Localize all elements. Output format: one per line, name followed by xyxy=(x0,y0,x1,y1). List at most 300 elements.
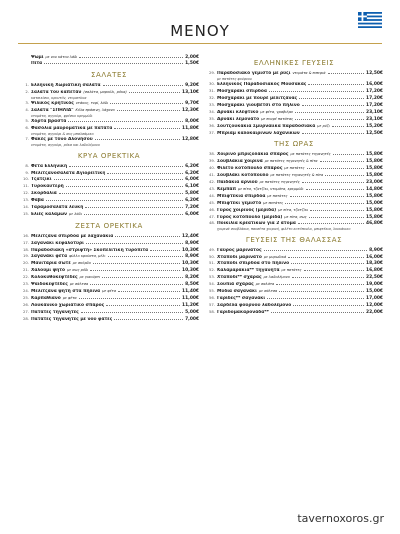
item-name-text: Γαριδομακαρονάδα** xyxy=(217,309,269,315)
menu-item xyxy=(205,295,383,302)
item-name-text: Παραδοσιακή «στριφτή» Σκοπελίτικη τυρόπιτα xyxy=(31,247,149,253)
menu-item xyxy=(19,309,199,316)
item-number: 22. xyxy=(22,274,29,280)
item-name-text: Σουτζουκάκια Σμυρναίικα παραδοσιακά xyxy=(217,123,316,129)
item-name-text: Ποικιλία κρεατικών για 2 άτομα xyxy=(217,221,296,227)
menu-item xyxy=(19,176,199,183)
item-name xyxy=(217,131,300,137)
item-name-text: Ταραμοσαλάτα λευκή xyxy=(31,205,84,211)
item-number: 16. xyxy=(22,232,29,238)
item-name xyxy=(31,212,82,218)
item-number: 14. xyxy=(22,204,29,210)
item-name xyxy=(31,289,116,295)
item-name-text: Ελιές καλαμών xyxy=(31,211,68,217)
menu-item xyxy=(205,158,383,165)
leader-dots xyxy=(102,277,183,278)
item-number: 28. xyxy=(22,315,29,321)
item-number: 48. xyxy=(208,220,215,226)
item-number: 55. xyxy=(208,288,215,294)
menu-item xyxy=(19,197,199,204)
leader-dots xyxy=(264,250,368,251)
leader-dots xyxy=(118,291,180,292)
title-underline xyxy=(18,43,382,44)
item-number: 11. xyxy=(22,183,29,189)
item-number: 39. xyxy=(208,158,215,164)
item-number: 12. xyxy=(22,190,29,196)
menu-item xyxy=(19,82,199,89)
item-number: 25. xyxy=(22,294,29,300)
item-number: 7. xyxy=(25,136,29,142)
leader-dots xyxy=(59,193,183,194)
item-number: 34. xyxy=(208,108,215,114)
leader-dots xyxy=(307,168,365,169)
menu-item xyxy=(19,61,199,67)
item-name-text: Σαρδέλα φούρνου λαδολέμονο xyxy=(217,302,292,308)
item-name-text: Σουπιά σχάρας xyxy=(217,282,254,288)
item-description: με πίτα, τζατζίκι xyxy=(278,207,309,212)
item-price: 12,80€ xyxy=(182,137,199,143)
item-price: 23,10€ xyxy=(366,116,383,122)
item-price: 6,00€ xyxy=(185,211,199,217)
item-description: με νου κάτου λάδι xyxy=(45,55,78,59)
item-name xyxy=(217,71,326,77)
item-name-text: Χόρτα βραστά xyxy=(31,119,67,125)
item-number: 26. xyxy=(22,301,29,307)
item-name-text: Γαρίδες** σαγανάκι xyxy=(217,296,266,301)
item-name xyxy=(31,83,101,89)
item-name xyxy=(31,261,91,267)
leader-dots xyxy=(79,298,180,299)
leader-dots xyxy=(295,119,364,120)
leader-dots xyxy=(66,186,183,187)
item-description: με λάδι xyxy=(69,211,82,216)
menu-item xyxy=(205,130,383,137)
item-number: 49. xyxy=(208,246,215,252)
item-name xyxy=(217,117,293,123)
item-name xyxy=(217,261,289,267)
menu-item xyxy=(19,288,199,295)
item-description: με φέτα xyxy=(62,295,77,300)
menu-item xyxy=(205,165,383,172)
item-name xyxy=(217,268,302,274)
menu-item xyxy=(19,233,199,240)
item-name-text: Καρπαθιανό xyxy=(31,295,61,301)
menu-item xyxy=(19,247,199,254)
item-name xyxy=(217,289,277,295)
item-name-text: Μοσχαράκι σπιρδόα xyxy=(217,89,267,95)
item-price: 10,30€ xyxy=(182,268,199,274)
item-name-text: Σκορδαλιά xyxy=(31,191,57,197)
item-price: 8,90€ xyxy=(185,240,199,246)
item-number: 10. xyxy=(22,176,29,182)
item-name xyxy=(217,110,293,116)
leader-dots xyxy=(279,291,364,292)
leader-dots xyxy=(276,284,364,285)
item-number: 13. xyxy=(22,197,29,203)
item-name xyxy=(31,108,115,114)
item-number: 2. xyxy=(25,88,29,94)
item-number: 44. xyxy=(208,192,215,198)
greek-flag-icon xyxy=(358,12,382,28)
leader-dots xyxy=(107,173,183,174)
item-number: 53. xyxy=(208,274,215,280)
leader-dots xyxy=(114,128,180,129)
item-note: ντομάτα, αγγούρι & σος μπαλσάμικο xyxy=(31,131,94,136)
item-number: 33. xyxy=(208,101,215,107)
item-price: 11,20€ xyxy=(182,302,199,308)
item-note: κατσικίσιο, κρουτόν, ντοματίνια xyxy=(31,95,87,100)
item-number: 21. xyxy=(22,267,29,273)
leader-dots xyxy=(325,175,364,176)
leader-dots xyxy=(298,223,364,224)
menu-item xyxy=(19,204,199,211)
item-name-text: Φακές με τόνο Αλονήσου xyxy=(31,137,93,143)
menu-item xyxy=(205,193,383,200)
item-number: 57. xyxy=(208,301,215,307)
item-name xyxy=(31,317,112,323)
leader-dots xyxy=(114,319,183,320)
item-note: με πατάτες φούρνου xyxy=(217,76,252,81)
item-number: 41. xyxy=(208,172,215,178)
item-name-text: Χταπόδι** σχάρας xyxy=(217,275,262,281)
item-name-text: Μύδια σαγανάκι xyxy=(217,289,257,295)
right-column xyxy=(205,55,383,316)
menu-item xyxy=(19,302,199,309)
item-name xyxy=(217,124,330,130)
item-price: 12,00€ xyxy=(366,302,383,308)
item-name-text: Τζατζίκι xyxy=(31,177,52,183)
menu-item xyxy=(205,302,383,309)
menu-item xyxy=(19,163,199,170)
menu-item xyxy=(19,281,199,288)
item-name-text: Φάβα xyxy=(31,198,44,204)
item-price: 17,20€ xyxy=(366,96,383,102)
item-number: 8. xyxy=(25,162,29,168)
item-price: 12,40€ xyxy=(182,233,199,239)
leader-dots xyxy=(320,161,365,162)
item-name xyxy=(217,282,274,288)
item-description: με λαδολέμονο xyxy=(263,275,290,280)
page-title: ΜΕΝΟΥ xyxy=(170,22,230,40)
item-name-text: Ψιλικός κρητικός xyxy=(31,100,74,106)
menu-item xyxy=(19,100,199,107)
item-name xyxy=(217,180,300,186)
leader-dots xyxy=(46,200,183,201)
leader-dots xyxy=(299,98,364,99)
section-heading: ΤΗΣ ΩΡΑΣ xyxy=(274,140,314,149)
menu-item xyxy=(205,220,383,227)
leader-dots xyxy=(291,263,364,264)
item-name xyxy=(217,96,297,102)
leader-dots xyxy=(84,214,183,215)
item-price: 11,80€ xyxy=(182,126,199,132)
item-name xyxy=(217,275,290,281)
item-price: 15,80€ xyxy=(366,166,383,172)
leader-dots xyxy=(332,126,364,127)
menu-item xyxy=(19,211,199,218)
item-description: Κόλα πράσινη, λάχανο xyxy=(75,107,115,112)
item-name xyxy=(217,152,331,158)
item-name-text: Σουβλάκι κοτόπουλο xyxy=(217,173,269,179)
item-number: 24. xyxy=(22,288,29,293)
item-name-text: Σουβλάκια χοιρινά xyxy=(217,159,263,165)
item-name xyxy=(217,103,300,109)
item-name-text: Γαύρος μαρινάτος xyxy=(217,247,262,253)
item-number: 43. xyxy=(208,185,215,191)
leader-dots xyxy=(106,305,180,306)
item-price: 10,30€ xyxy=(182,247,199,253)
item-price: 17,20€ xyxy=(366,89,383,95)
item-name-text: Λουκάνικο χωριάτικο σπάρος xyxy=(31,302,105,308)
menu-item xyxy=(205,247,383,254)
item-number: 23. xyxy=(22,281,29,287)
item-price: 9,70€ xyxy=(185,100,199,106)
item-price: 6,20€ xyxy=(185,198,199,204)
item-name-text: Φασόλια μαυρομάτικα με πατάτα xyxy=(31,126,113,132)
item-name xyxy=(217,82,306,88)
item-price: 17,00€ xyxy=(366,296,383,301)
menu-item xyxy=(19,253,199,260)
item-description: με πίτα, τζατζίκι, ντομάτα, κρεμμύδι xyxy=(238,186,304,191)
menu-item xyxy=(19,183,199,190)
menu-item xyxy=(19,240,199,247)
item-note: ντομάτα, αγγούρι, ρόκα και λαδολέμονο xyxy=(31,143,100,148)
item-price: 8,20€ xyxy=(185,275,199,281)
item-price: 11,00€ xyxy=(182,295,199,301)
item-description: με πατάτες xyxy=(281,268,302,273)
leader-dots xyxy=(90,270,180,271)
item-name-text: Κολοκυθοκεφτέδες xyxy=(31,275,78,281)
item-price: 15,80€ xyxy=(366,159,383,165)
item-number: 5. xyxy=(25,118,29,124)
item-number: 51. xyxy=(208,260,215,266)
item-number: 52. xyxy=(208,267,215,273)
item-name xyxy=(31,90,127,96)
item-number: 35. xyxy=(208,115,215,121)
item-price: 11,40€ xyxy=(182,289,199,294)
item-price: 15,80€ xyxy=(366,214,383,220)
item-price: 22,50€ xyxy=(366,275,383,281)
menu-item xyxy=(205,95,383,102)
leader-dots xyxy=(290,196,365,197)
leader-dots xyxy=(309,217,364,218)
item-name xyxy=(31,177,52,183)
item-number: 37. xyxy=(208,129,215,135)
leader-dots xyxy=(269,91,364,92)
item-description: (σαλάτα, μαρούλι, ρόκα) xyxy=(83,89,127,94)
leader-dots xyxy=(44,63,183,64)
item-price: 15,80€ xyxy=(366,207,383,213)
item-price: 9,20€ xyxy=(185,82,199,88)
item-name-text: Σαγανάκι φέτα xyxy=(31,254,68,260)
item-number: 30. xyxy=(208,81,215,87)
item-name xyxy=(31,310,79,316)
item-name xyxy=(217,89,267,95)
item-number: 17. xyxy=(22,239,29,245)
menu-item xyxy=(205,186,383,193)
menu-item xyxy=(205,70,383,77)
item-price: 23,10€ xyxy=(366,109,383,115)
item-description: με πατάτες xyxy=(284,166,305,171)
item-number: 27. xyxy=(22,308,29,314)
item-name-text: Ψωμί xyxy=(31,55,44,60)
leader-dots xyxy=(310,210,364,211)
item-name xyxy=(217,194,288,200)
item-name-text: Γύρος κοτόπουλο (μερίδα) xyxy=(217,214,283,220)
item-name xyxy=(31,191,57,197)
item-description: με πατάτες τηγανητές xyxy=(259,180,300,184)
item-name-text: Καλαμαράκια** τηγανητά xyxy=(217,268,280,274)
item-description: με σάλτσα xyxy=(69,282,89,287)
item-name-text: Ψαιδοκεφτέδες xyxy=(31,282,68,288)
item-price: 6,20€ xyxy=(185,170,199,176)
item-description: με γιαούρτι xyxy=(79,275,101,280)
section-heading: ΚΡΥΑ ΟΡΕΚΤΙΚΑ xyxy=(77,151,141,160)
item-number: 4. xyxy=(25,106,29,112)
item-name xyxy=(31,296,77,302)
item-name-text: Σαλάτα "ΣΠΗΛΙΑ" xyxy=(31,107,74,113)
item-name xyxy=(31,234,113,240)
item-name xyxy=(217,208,308,214)
leader-dots xyxy=(79,57,183,58)
item-name xyxy=(31,198,44,204)
item-name-text: Παϊδάκια αρνιού xyxy=(217,180,258,185)
item-name-text: Αρνάκι λεμονάτο xyxy=(217,116,260,122)
leader-dots xyxy=(302,182,364,183)
item-name-text: Μελιτζάνα σπιρδόα με λαχανάκια xyxy=(31,233,114,239)
item-name xyxy=(217,303,291,309)
item-name-text: Μπιφτέκι γεμιστό xyxy=(217,200,262,206)
item-number: 19. xyxy=(22,253,29,259)
item-number: 38. xyxy=(208,151,215,157)
menu-item xyxy=(205,109,383,116)
section-heading: ΕΛΛΗΝΙΚΕΣ ΓΕΥΣΕΙΣ xyxy=(253,59,335,67)
item-name-text: Χταπόδι μαρινάτο xyxy=(217,254,262,260)
menu-item xyxy=(205,81,383,88)
item-name-text: Σαλάτα του καπετάν xyxy=(31,89,82,95)
item-name xyxy=(31,101,108,107)
item-description: με πατάτες xyxy=(263,200,284,205)
menu-item xyxy=(19,295,199,302)
item-name xyxy=(31,254,106,260)
item-price: 19,00€ xyxy=(366,282,383,288)
menu-item xyxy=(205,288,383,295)
menu-item xyxy=(205,179,383,186)
item-price: 14,80€ xyxy=(366,186,383,192)
item-number: 15. xyxy=(22,210,29,216)
item-price: 8,00€ xyxy=(185,119,199,125)
item-name-text: Φέτα Ελληνική xyxy=(31,163,68,169)
item-number: 47. xyxy=(208,213,215,219)
item-number: 29. xyxy=(208,69,215,75)
item-number: 20. xyxy=(22,260,29,266)
item-number: 58. xyxy=(208,308,215,314)
item-price: 15,00€ xyxy=(366,200,383,206)
leader-dots xyxy=(304,270,364,271)
item-name-text: Χοιρινό μπριζολάκια σπάρος xyxy=(217,152,289,158)
leader-dots xyxy=(117,110,180,111)
item-name-text: Μπριάμ καλοκαιρινών λαχανικών xyxy=(217,130,300,136)
item-price: 15,00€ xyxy=(366,289,383,295)
item-price: 15,80€ xyxy=(366,152,383,158)
item-price: 15,80€ xyxy=(366,193,383,199)
item-price: 16,80€ xyxy=(366,268,383,274)
leader-dots xyxy=(86,243,183,244)
item-name-text: Μπιφτέκια σπιρδόα xyxy=(217,193,266,199)
item-price: 8,90€ xyxy=(369,247,383,253)
leader-dots xyxy=(90,284,183,285)
item-description: με σκόρδο xyxy=(72,261,91,266)
leader-dots xyxy=(333,154,364,155)
item-price: 6,00€ xyxy=(185,177,199,183)
item-description: φύλλο κρούστα, μέλι xyxy=(69,254,106,259)
item-name-text: Ελληνική Χωριάτικη σαλάτα xyxy=(31,82,101,88)
item-description: με πατάτες τηγανητές & πίτα xyxy=(270,173,324,178)
section-heading: ΣΑΛΑΤΕΣ xyxy=(90,70,128,79)
menu-item xyxy=(19,107,199,114)
item-price: 6,20€ xyxy=(185,163,199,169)
item-price: 22,00€ xyxy=(366,309,383,315)
item-name-text: Χταπόδι σπιρδόα στο πήλινο xyxy=(217,261,290,267)
menu-item xyxy=(205,207,383,214)
menu-item xyxy=(205,151,383,158)
menu-item xyxy=(205,123,383,130)
item-name xyxy=(217,187,304,193)
menu-item xyxy=(19,118,199,125)
item-description: με πουρέ πατάτας xyxy=(261,116,294,121)
leader-dots xyxy=(293,305,364,306)
item-name-text: Σαγανάκι κεφαλοτύρι xyxy=(31,240,84,246)
item-name-text: Γύρος χοιρινός (μερίδα) xyxy=(217,207,277,213)
item-name xyxy=(31,61,42,67)
item-price: 15,20€ xyxy=(366,123,383,129)
item-number: 40. xyxy=(208,165,215,171)
item-price: 1,50€ xyxy=(185,60,199,66)
item-description: με φέτα, γραβιέρα xyxy=(260,109,293,114)
item-price: 16,00€ xyxy=(366,254,383,260)
item-number: 3. xyxy=(25,99,29,105)
item-number: 36. xyxy=(208,122,215,128)
item-price: 12,50€ xyxy=(366,70,383,76)
section-heading: ΖΕΣΤΑ ΟΡΕΚΤΙΚΑ xyxy=(75,221,143,230)
menu-item xyxy=(19,316,199,323)
leader-dots xyxy=(81,312,183,313)
item-number: 6. xyxy=(25,125,29,131)
leader-dots xyxy=(302,105,364,106)
item-price: 13,10€ xyxy=(182,89,199,95)
item-note: χοιρινά σουβλάκια, πανσέτα χοιρινή, φιλέτο κοτόπουλο, μπιφτέκια, λουκάνικο xyxy=(217,227,351,232)
item-name xyxy=(31,205,83,211)
item-number: 31. xyxy=(208,88,215,94)
item-price: 7,00€ xyxy=(185,316,199,322)
leader-dots xyxy=(306,189,364,190)
item-description: με φέτα xyxy=(102,289,117,293)
item-number: 50. xyxy=(208,253,215,259)
item-name-text: Μοσχαράκι γιουβέτσι στο πήλινο xyxy=(217,102,300,108)
item-name xyxy=(31,171,105,177)
menu-item xyxy=(205,200,383,207)
menu-item xyxy=(19,136,199,143)
item-name xyxy=(217,201,283,207)
item-number: 42. xyxy=(208,179,215,184)
left-column xyxy=(19,55,199,323)
item-price: 16,00€ xyxy=(366,82,383,88)
item-number: 18. xyxy=(22,246,29,252)
menu-item xyxy=(19,170,199,177)
leader-dots xyxy=(115,236,180,237)
item-name xyxy=(217,310,269,316)
item-name-text: Φιλέτο κοτόπουλο σπάρος xyxy=(217,166,283,172)
